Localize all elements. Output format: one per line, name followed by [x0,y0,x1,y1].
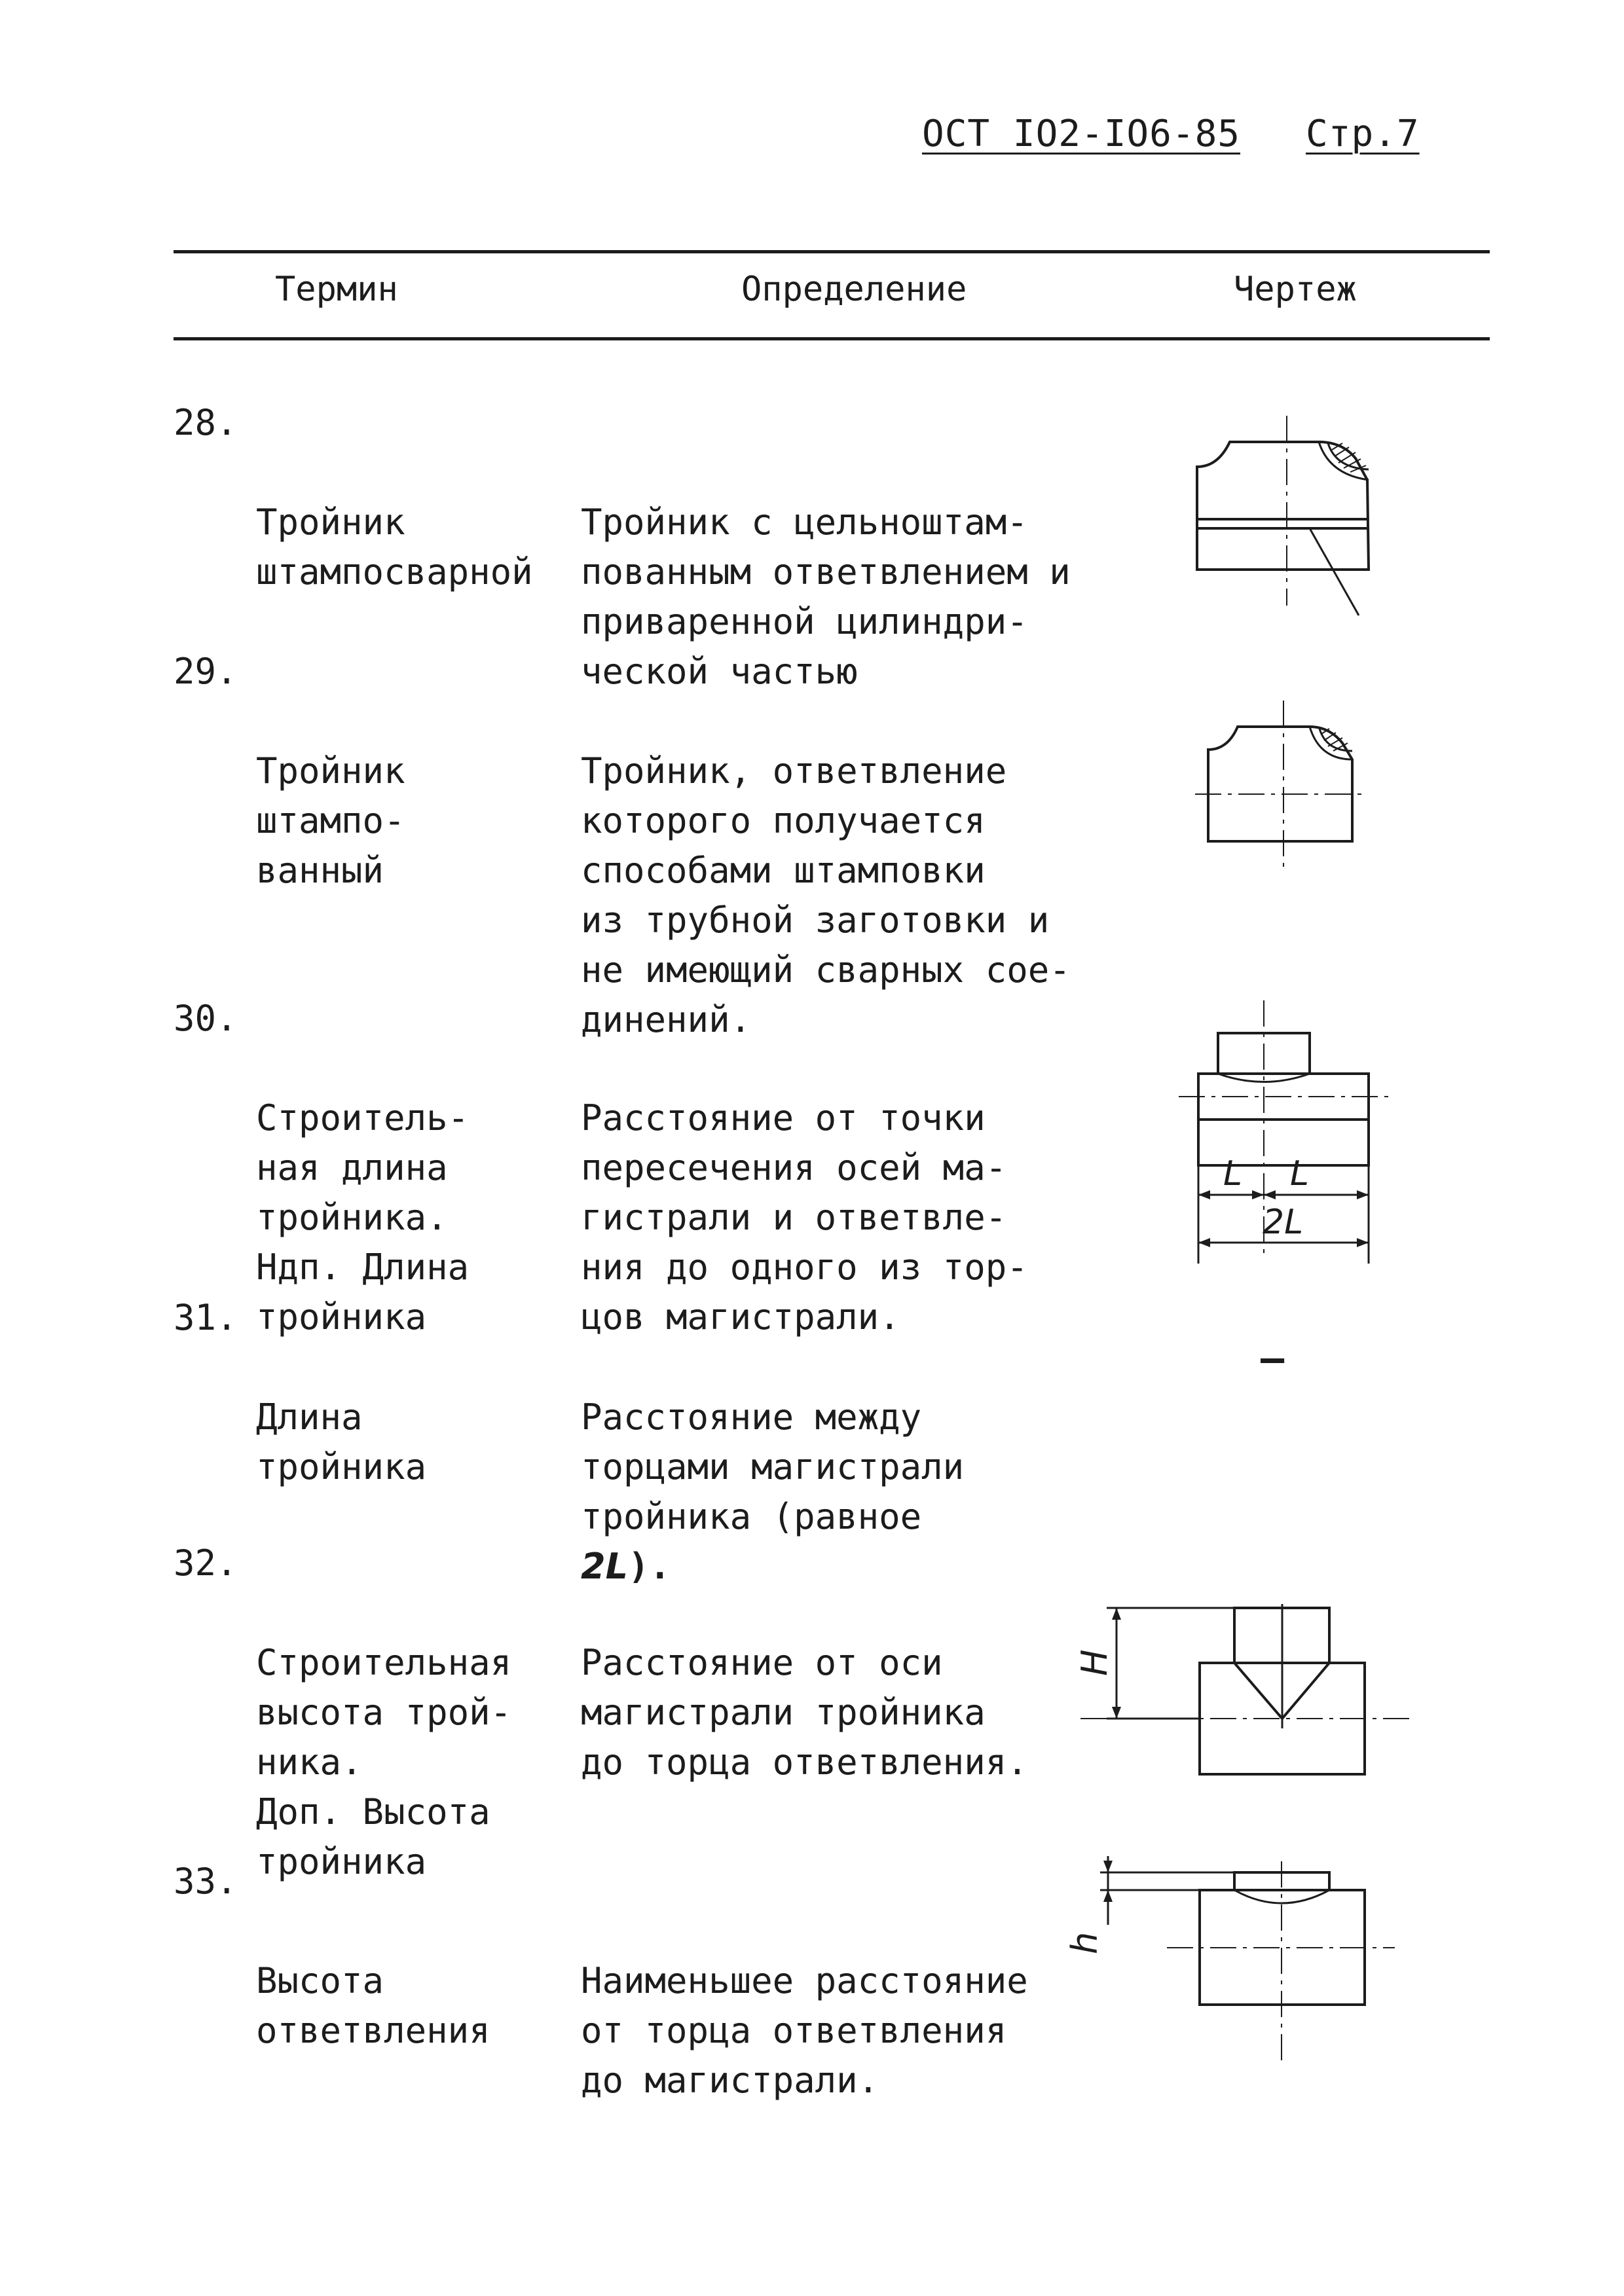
column-header-drawing: Чертеж [1234,270,1357,309]
stamped-tee-icon [1192,697,1414,881]
page-header [922,113,1420,155]
entry-definition: Наименьшее расстояние от торца ответвления до магистрали. [581,1960,1028,2101]
entry-number: 33. [174,1861,238,1902]
entry-definition: Расстояние от оси магистрали тройника до торца ответвления. [581,1642,1028,1783]
table-header-rule [174,337,1490,340]
entry-term: Тройник штампосварной [256,501,533,592]
document-code: ОСТ IO2-IO6-85 [922,113,1241,155]
entry-term: Длина тройника [256,1396,427,1487]
entry-term: Тройник штампо- ванный [256,750,405,891]
entry-term: Высота ответвления [256,1960,490,2051]
table-top-rule [174,250,1490,253]
entry-number: 29. [174,651,238,692]
dimension-label-half-right: L [1290,1154,1309,1194]
entry-number: 28. [174,402,238,443]
entry-definition: Тройник, ответвление которого получается способами штамповки из трубной заготовки и не имеющий сварных сое- динений. [581,750,1071,1040]
stamp-welded-tee-icon [1179,403,1414,625]
page-number: Стр.7 [1306,113,1420,155]
formula-2l: 2L [581,1546,628,1587]
entry-definition: Расстояние от точки пересечения осей ма- гистрали и ответвле- ния до одного из тор- цов магистрали. [581,1097,1028,1338]
entry-number: 30. [174,998,238,1039]
entry-term: Строительная высота трой- ника. Доп. Высота тройника [256,1642,512,1882]
entry-term: Строитель- ная длина тройника. Ндп. Длина тройника [256,1097,470,1338]
dimension-label-half-left: L [1223,1154,1242,1194]
dimension-label-full: 2L [1263,1203,1304,1242]
dimension-label-branch-height: h [1064,1931,1105,1954]
entry-number: 31. [174,1297,238,1338]
entry-definition: Расстояние между торцами магистрали тройника (равное 2L). [581,1396,965,1587]
entry-definition: Тройник с цельноштам- пованным ответвлением и приваренной цилиндри- ческой частью [581,501,1071,692]
entry-number: 32. [174,1542,238,1584]
tee-construction-length-icon [1179,995,1414,1277]
column-header-definition: Определение [741,270,967,309]
tee-construction-height-icon [1048,1597,1441,1820]
branch-height-icon [1048,1856,1414,2072]
drawing-placeholder-dash: – [1261,1336,1285,1381]
column-header-term: Термин [275,270,398,309]
dimension-label-height: H [1074,1649,1115,1676]
